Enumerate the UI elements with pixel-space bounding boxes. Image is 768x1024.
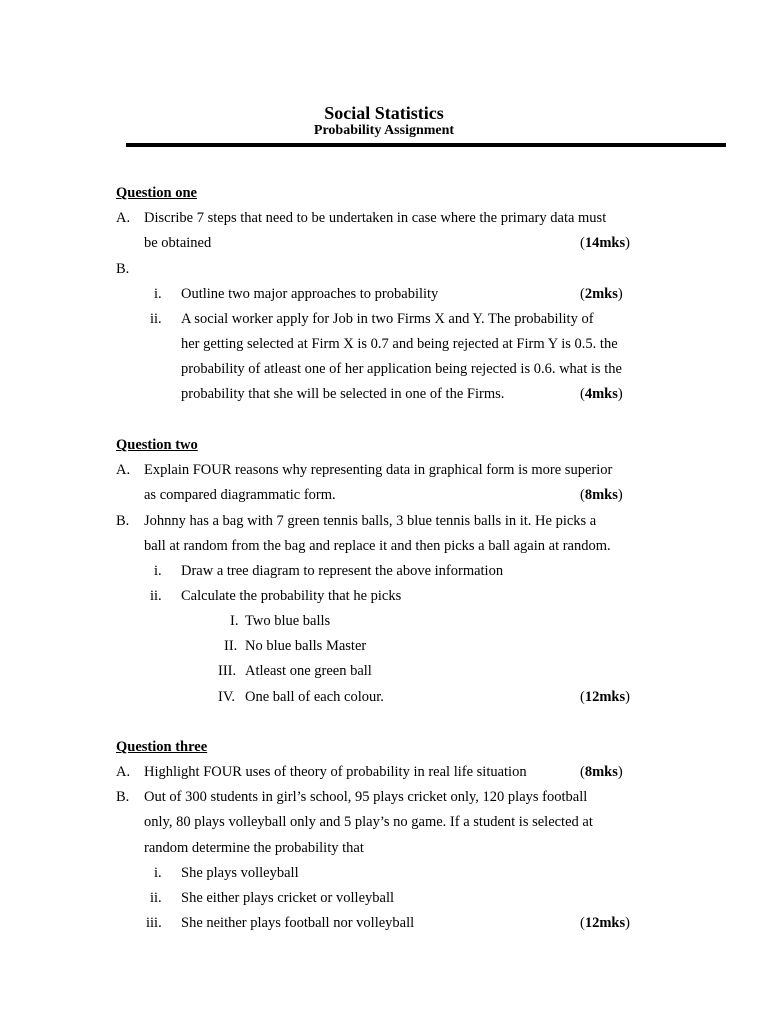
text-line: B. [116, 513, 130, 529]
text-line: She either plays cricket or volleyball [181, 890, 394, 906]
text-line: Two blue balls [245, 613, 331, 629]
text-line: I. [230, 613, 239, 629]
text-line: Highlight FOUR uses of theory of probability in real life situation [144, 764, 527, 780]
text-line: ball at random from the bag and replace it and then picks a ball again at random. [144, 538, 611, 554]
text-line: iii. [146, 915, 162, 931]
marks-value: 8mks [584, 764, 618, 780]
text-line: probability that she will be selected in one of the Firms. [181, 386, 505, 402]
marks-allocation: (8mks) [580, 487, 623, 503]
text-line: A. [116, 764, 131, 780]
text-line: One ball of each colour. [245, 689, 384, 705]
text-line: probability of atleast one of her application being rejected is 0.6. what is the [181, 361, 622, 377]
marks-value: 12mks [584, 915, 626, 931]
text-line: as compared diagrammatic form. [144, 487, 336, 503]
text-line: ii. [150, 588, 162, 604]
question-heading: Question two [116, 437, 198, 453]
marks-value: 4mks [584, 386, 618, 402]
text-line: Atleast one green ball [245, 663, 372, 679]
text-line: Explain FOUR reasons why representing data in graphical form is more superior [144, 462, 613, 478]
text-line: IV. [218, 689, 236, 705]
text-line: i. [154, 286, 162, 302]
text-line: Draw a tree diagram to represent the above information [181, 563, 504, 579]
text-line: Outline two major approaches to probability [181, 286, 439, 302]
text-line: i. [154, 563, 162, 579]
marks-allocation: (4mks) [580, 386, 623, 402]
text-line: i. [154, 865, 162, 881]
text-line: B. [116, 789, 130, 805]
text-line: Out of 300 students in girl’s school, 95 plays cricket only, 120 plays football [144, 789, 588, 805]
text-line: random determine the probability that [144, 840, 364, 856]
page-title: Social Statistics [324, 103, 444, 123]
text-line: Calculate the probability that he picks [181, 588, 402, 604]
marks-allocation: (12mks) [580, 915, 630, 931]
header-divider [126, 143, 726, 147]
text-line: only, 80 plays volleyball only and 5 play’s no game. If a student is selected at [144, 814, 593, 830]
marks-allocation: (8mks) [580, 764, 623, 780]
marks-value: 8mks [584, 487, 618, 503]
marks-allocation: (12mks) [580, 689, 630, 705]
text-line: A. [116, 210, 131, 226]
text-line: ii. [150, 890, 162, 906]
text-line: her getting selected at Firm X is 0.7 and being rejected at Firm Y is 0.5. the [181, 336, 618, 352]
text-line: II. [224, 638, 238, 654]
text-line: Discribe 7 steps that need to be undertaken in case where the primary data must [144, 210, 607, 226]
text-line: B. [116, 261, 130, 277]
marks-value: 2mks [584, 286, 618, 302]
text-line: ii. [150, 311, 162, 327]
text-line: be obtained [144, 235, 212, 251]
marks-allocation: (14mks) [580, 235, 630, 251]
page-subtitle: Probability Assignment [313, 123, 455, 138]
question-heading: Question one [116, 185, 197, 201]
marks-allocation: (2mks) [580, 286, 623, 302]
text-line: She neither plays football nor volleyball [181, 915, 415, 931]
text-line: III. [218, 663, 237, 679]
text-line: She plays volleyball [181, 865, 299, 881]
marks-value: 12mks [584, 689, 626, 705]
text-line: A. [116, 462, 131, 478]
marks-value: 14mks [584, 235, 626, 251]
text-line: No blue balls Master [245, 638, 367, 654]
text-line: A social worker apply for Job in two Firms X and Y. The probability of [181, 311, 594, 327]
question-heading: Question three [116, 739, 208, 755]
text-line: Johnny has a bag with 7 green tennis balls, 3 blue tennis balls in it. He picks a [144, 513, 597, 529]
